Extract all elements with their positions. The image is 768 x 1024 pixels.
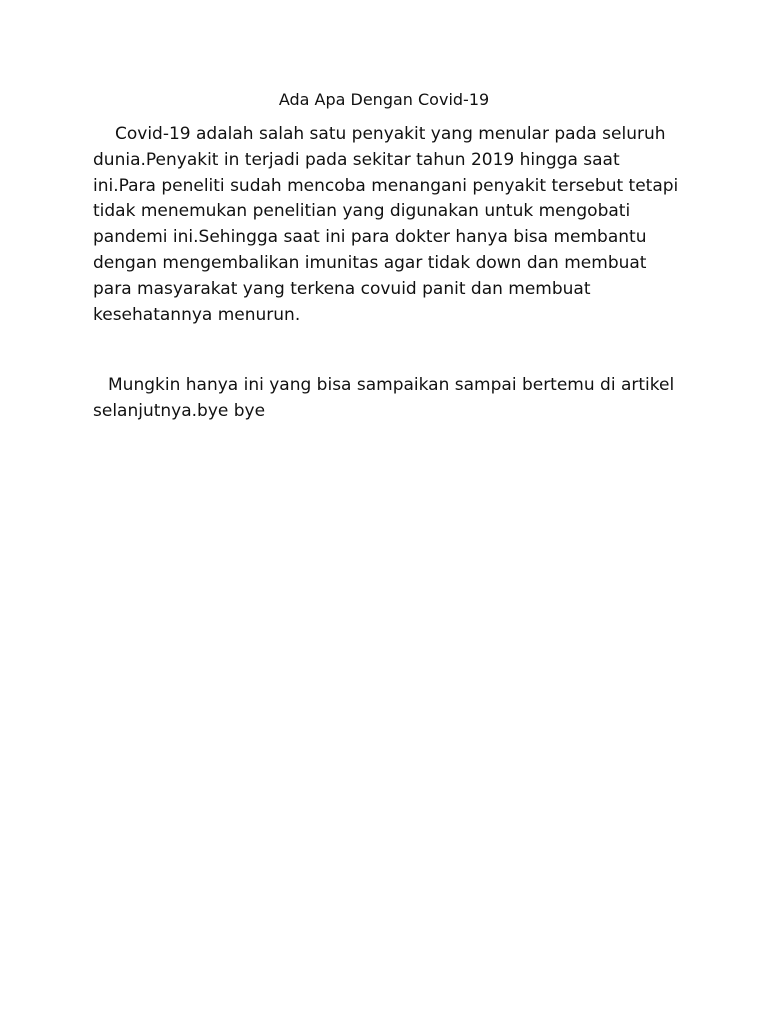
paragraph-intro: Covid-19 adalah salah satu penyakit yang menular pada seluruh dunia.Penyakit in terjadi pada sekitar tahun 2019 hingga saat ini.Para peneliti sudah mencoba menangani penyakit tersebut tetapi tidak menemukan penelitian yang digunakan untuk mengobati pandemi ini.Sehingga saat ini para dokter hanya bisa membantu dengan mengembalikan imunitas agar tidak down dan membuat para masyarakat yang terkena covuid panit dan membuat kesehatannya menurun. — [93, 124, 679, 325]
paragraph-closing: Mungkin hanya ini yang bisa sampaikan sampai bertemu di artikel selanjutnya.bye bye — [93, 375, 675, 421]
document-title: Ada Apa Dengan Covid-19 — [278, 90, 490, 109]
